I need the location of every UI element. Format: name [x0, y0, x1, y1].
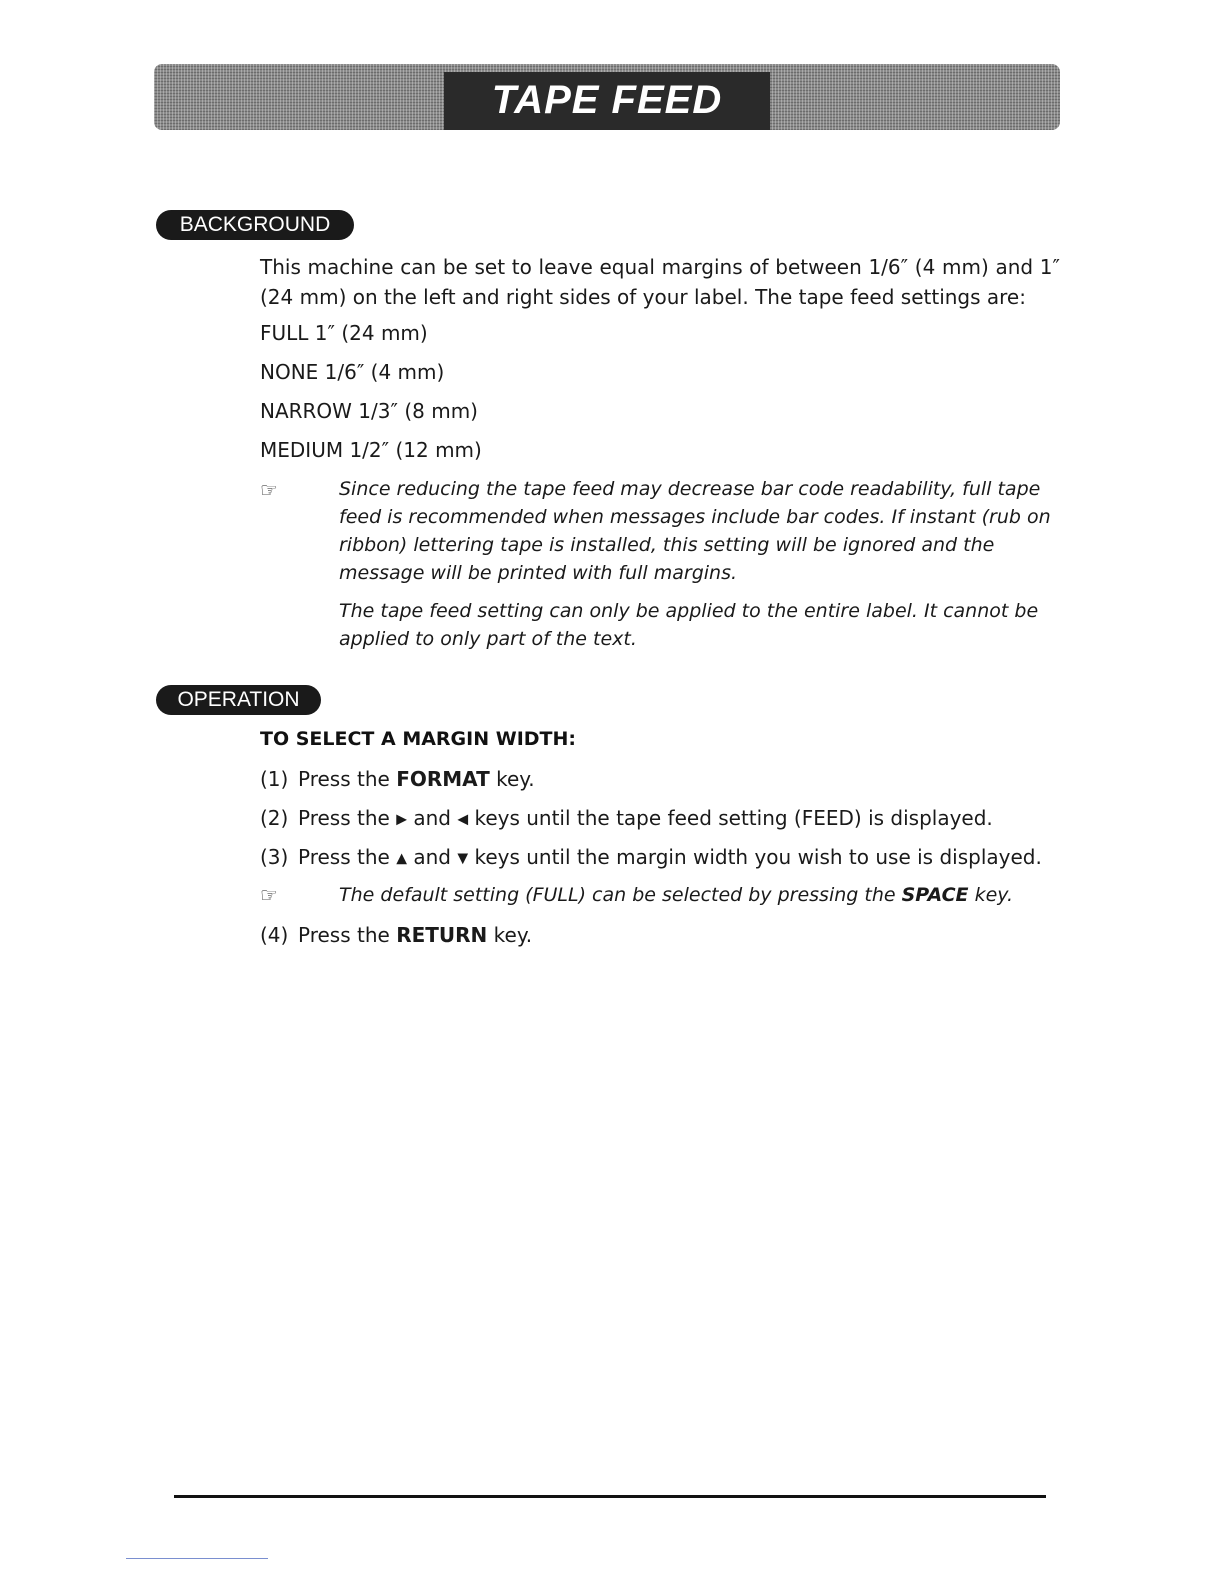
- note-text: The default setting (FULL) can be selected by pressing the: [339, 884, 902, 906]
- setting-full: FULL 1″ (24 mm): [260, 321, 428, 345]
- step-text: key.: [489, 767, 535, 791]
- section-label-operation: OPERATION: [156, 685, 321, 715]
- step-number: (1): [260, 767, 289, 791]
- step-2: [260, 803, 1060, 835]
- step-1: [260, 764, 1060, 794]
- footer-rule: [174, 1495, 1046, 1498]
- section-label-background: BACKGROUND: [156, 210, 354, 240]
- page-title: TAPE FEED: [491, 78, 723, 122]
- step-text: Press the: [298, 845, 397, 869]
- page-edge-mark: [126, 1558, 268, 1559]
- step-4: [260, 920, 1060, 950]
- pointing-hand-icon: ☞: [260, 478, 278, 502]
- key-name: SPACE: [901, 884, 969, 906]
- step-text: Press the: [298, 806, 397, 830]
- step-text: and: [406, 806, 458, 830]
- step-text: key.: [487, 923, 533, 947]
- pointing-hand-icon: ☞: [260, 883, 278, 907]
- step-number: (4): [260, 923, 289, 947]
- step-text: Press the: [298, 767, 397, 791]
- setting-narrow: NARROW 1/3″ (8 mm): [260, 399, 478, 423]
- step-text: and: [406, 845, 458, 869]
- down-triangle-icon: ▼: [457, 850, 469, 867]
- setting-medium: MEDIUM 1/2″ (12 mm): [260, 438, 482, 462]
- note-default-setting: [339, 881, 1063, 909]
- operation-heading: TO SELECT A MARGIN WIDTH:: [260, 728, 576, 750]
- key-name: RETURN: [396, 923, 488, 947]
- step-number: (2): [260, 806, 289, 830]
- step-text: Press the: [298, 923, 397, 947]
- right-triangle-icon: ▶: [396, 811, 407, 828]
- setting-none: NONE 1/6″ (4 mm): [260, 360, 445, 384]
- background-paragraph: This machine can be set to leave equal margins of between 1/6″ (4 mm) and 1″ (24 mm) on the left and right sides of your label. The tape feed settings are:: [260, 255, 1060, 309]
- note-bar-code: Since reducing the tape feed may decrease bar code readability, full tape feed is recommended when messages include bar codes. If instant (rub on ribbon) lettering tape is installed, this setting will be ignored and the message will be printed with full margins.: [339, 478, 1051, 584]
- note-text: key.: [968, 884, 1014, 906]
- note-entire-label: The tape feed setting can only be applied to the entire label. It cannot be applied to only part of the text.: [339, 600, 1039, 650]
- key-name: FORMAT: [396, 767, 490, 791]
- up-triangle-icon: ▲: [396, 850, 407, 867]
- step-3: [260, 842, 1060, 874]
- left-triangle-icon: ◀: [457, 811, 469, 828]
- step-text: keys until the tape feed setting (FEED) is displayed.: [468, 806, 993, 830]
- step-text: keys until the margin width you wish to use is displayed.: [468, 845, 1042, 869]
- step-number: (3): [260, 845, 289, 869]
